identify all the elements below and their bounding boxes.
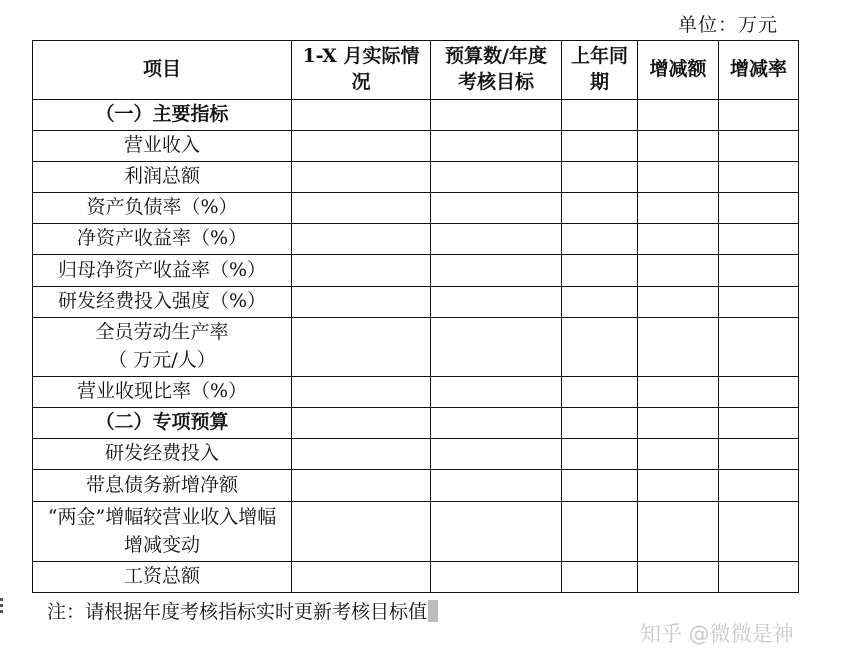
table-row	[33, 100, 799, 131]
table-row	[33, 439, 799, 470]
value-cell[interactable]	[562, 318, 638, 377]
value-cell[interactable]	[719, 470, 799, 502]
value-cell[interactable]	[562, 439, 638, 470]
column-header	[431, 41, 562, 100]
table-row	[33, 287, 799, 318]
column-header	[719, 41, 799, 100]
value-cell[interactable]	[562, 377, 638, 408]
column-header-line: 1-X 月实际情	[302, 45, 420, 68]
value-cell[interactable]	[431, 255, 562, 287]
table-row	[33, 193, 799, 224]
value-cell[interactable]	[292, 162, 431, 193]
text-cursor	[428, 600, 438, 622]
value-cell[interactable]	[431, 100, 562, 131]
value-cell[interactable]	[638, 408, 719, 439]
watermark: 知乎 @微微是神	[640, 622, 794, 646]
item-name-cell	[33, 287, 292, 318]
table-row	[33, 408, 799, 439]
column-header-line: 上年同	[570, 45, 628, 68]
column-header-line: 况	[351, 71, 371, 93]
value-cell[interactable]	[292, 562, 431, 593]
item-name-cell	[33, 377, 292, 408]
budget-table	[32, 40, 799, 593]
value-cell[interactable]	[719, 287, 799, 318]
value-cell[interactable]	[638, 224, 719, 255]
value-cell[interactable]	[638, 562, 719, 593]
item-name-cell	[33, 162, 292, 193]
item-name-cell	[33, 439, 292, 470]
table-row	[33, 224, 799, 255]
value-cell[interactable]	[719, 100, 799, 131]
item-name-cell	[33, 193, 292, 224]
item-name-line: 资产负债率（%）	[86, 196, 238, 219]
item-name-cell	[33, 131, 292, 162]
item-name-cell	[33, 255, 292, 287]
value-cell[interactable]	[292, 470, 431, 502]
value-cell[interactable]	[638, 100, 719, 131]
value-cell[interactable]	[719, 162, 799, 193]
item-name-cell	[33, 502, 292, 562]
item-name-line: （ 万元/人）	[108, 349, 216, 371]
value-cell[interactable]	[638, 470, 719, 502]
footnote	[47, 597, 438, 624]
column-header	[292, 41, 431, 100]
value-cell[interactable]	[719, 502, 799, 562]
column-header-line: 考核目标	[457, 71, 534, 93]
footnote-text: 注：请根据年度考核指标实时更新考核目标值	[47, 601, 428, 623]
item-name-line: 带息债务新增净额	[85, 473, 238, 496]
drag-handle-icon[interactable]	[0, 598, 4, 618]
item-name-cell	[33, 470, 292, 502]
item-name-line: 增减变动	[123, 533, 200, 556]
value-cell[interactable]	[638, 287, 719, 318]
value-cell[interactable]	[638, 255, 719, 287]
value-cell[interactable]	[638, 162, 719, 193]
value-cell[interactable]	[431, 224, 562, 255]
table-row	[33, 255, 799, 287]
value-cell[interactable]	[562, 193, 638, 224]
item-name-line: 营业收现比率（%）	[76, 380, 248, 403]
value-cell[interactable]	[431, 131, 562, 162]
item-name-line: （二）专项预算	[95, 411, 229, 434]
column-header-line: 项目	[142, 58, 181, 81]
value-cell[interactable]	[719, 131, 799, 162]
value-cell[interactable]	[431, 470, 562, 502]
value-cell[interactable]	[431, 502, 562, 562]
value-cell[interactable]	[562, 470, 638, 502]
item-name-line: 研发经费投入强度（%）	[57, 290, 267, 313]
value-cell[interactable]	[638, 318, 719, 377]
value-cell[interactable]	[431, 162, 562, 193]
value-cell[interactable]	[431, 408, 562, 439]
table-row	[33, 162, 799, 193]
section-heading-cell	[33, 408, 292, 439]
section-heading-cell	[33, 100, 292, 131]
item-name-cell	[33, 224, 292, 255]
value-cell[interactable]	[562, 502, 638, 562]
value-cell[interactable]	[431, 439, 562, 470]
value-cell[interactable]	[431, 377, 562, 408]
value-cell[interactable]	[638, 377, 719, 408]
value-cell[interactable]	[292, 193, 431, 224]
value-cell[interactable]	[562, 224, 638, 255]
unit-label: 单位：万元	[678, 14, 779, 36]
value-cell[interactable]	[292, 224, 431, 255]
table-row	[33, 377, 799, 408]
item-name-cell	[33, 318, 292, 377]
item-name-line: 净资产收益率（%）	[76, 227, 248, 250]
table-header-row	[33, 41, 799, 100]
column-header-line: 期	[589, 71, 609, 93]
value-cell[interactable]	[431, 562, 562, 593]
value-cell[interactable]	[292, 287, 431, 318]
value-cell[interactable]	[638, 131, 719, 162]
table-row	[33, 562, 799, 593]
value-cell[interactable]	[562, 562, 638, 593]
value-cell[interactable]	[431, 193, 562, 224]
value-cell[interactable]	[292, 502, 431, 562]
table-row	[33, 318, 799, 377]
value-cell[interactable]	[292, 377, 431, 408]
table-row	[33, 131, 799, 162]
item-name-line: 利润总额	[123, 165, 200, 188]
value-cell[interactable]	[431, 287, 562, 318]
item-name-line: 研发经费投入	[104, 442, 219, 465]
table-row	[33, 502, 799, 562]
value-cell[interactable]	[638, 502, 719, 562]
value-cell[interactable]	[562, 408, 638, 439]
value-cell[interactable]	[719, 408, 799, 439]
value-cell[interactable]	[719, 439, 799, 470]
item-name-line: 营业收入	[123, 134, 200, 157]
value-cell[interactable]	[719, 318, 799, 377]
value-cell[interactable]	[719, 377, 799, 408]
value-cell[interactable]	[562, 162, 638, 193]
column-header	[33, 41, 292, 100]
value-cell[interactable]	[562, 255, 638, 287]
value-cell[interactable]	[562, 287, 638, 318]
value-cell[interactable]	[638, 193, 719, 224]
value-cell[interactable]	[638, 439, 719, 470]
table-row	[33, 470, 799, 502]
value-cell[interactable]	[292, 439, 431, 470]
value-cell[interactable]	[292, 100, 431, 131]
column-header-line: 增减率	[729, 58, 787, 81]
item-name-line: 全员劳动生产率	[95, 321, 229, 344]
item-name-line: （一）主要指标	[95, 103, 229, 126]
column-header-line: 预算数/年度	[445, 45, 547, 68]
column-header	[638, 41, 719, 100]
value-cell[interactable]	[719, 224, 799, 255]
item-name-line: 归母净资产收益率（%）	[57, 258, 267, 281]
item-name-line: 工资总额	[123, 565, 200, 588]
value-cell[interactable]	[719, 255, 799, 287]
value-cell[interactable]	[562, 100, 638, 131]
value-cell[interactable]	[719, 562, 799, 593]
value-cell[interactable]	[292, 318, 431, 377]
column-header	[562, 41, 638, 100]
value-cell[interactable]	[431, 318, 562, 377]
value-cell[interactable]	[292, 131, 431, 162]
column-header-line: 增减额	[649, 58, 707, 81]
value-cell[interactable]	[562, 131, 638, 162]
item-name-cell	[33, 562, 292, 593]
item-name-line: “两金”增幅较营业收入增幅	[47, 505, 277, 528]
value-cell[interactable]	[719, 193, 799, 224]
value-cell[interactable]	[292, 255, 431, 287]
value-cell[interactable]	[292, 408, 431, 439]
